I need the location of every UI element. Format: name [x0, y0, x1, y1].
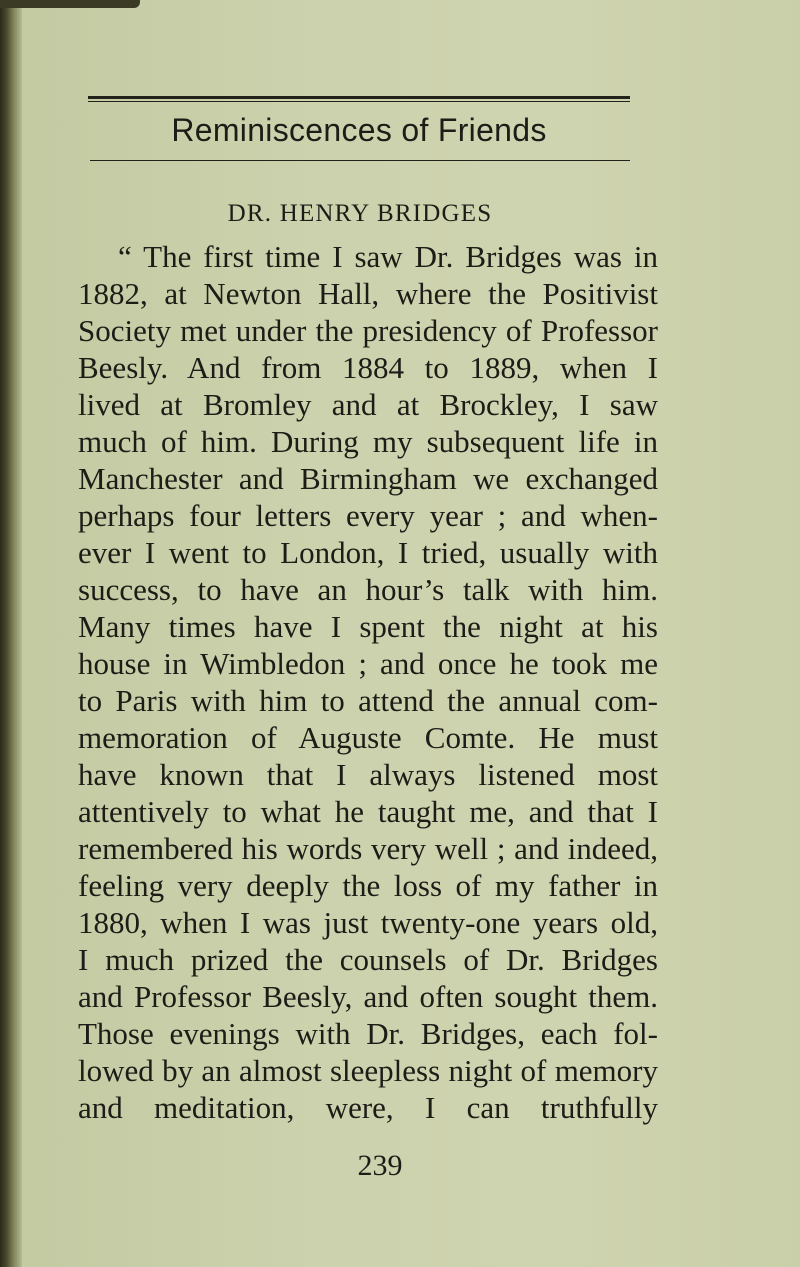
text-line: much of him. During my subsequent life in — [78, 424, 658, 459]
text-line: perhaps four letters every year ; and when- — [78, 498, 658, 533]
text-line: 1882, at Newton Hall, where the Positivist — [78, 276, 658, 311]
text-line: have known that I always listened most — [78, 757, 658, 792]
text-line: ever I went to London, I tried, usually with — [78, 535, 658, 570]
text-line: Those evenings with Dr. Bridges, each fol- — [78, 1016, 658, 1051]
chapter-title: DR. HENRY BRIDGES — [227, 200, 493, 227]
text-line: to Paris with him to attend the annual com- — [78, 683, 658, 718]
text-line: 1880, when I was just twenty-one years old, — [78, 905, 658, 940]
running-head: Reminiscences of Friends — [171, 112, 547, 148]
page-binding-edge — [0, 0, 22, 1267]
text-line: Manchester and Birmingham we exchanged — [78, 461, 658, 496]
text-line: lived at Bromley and at Brockley, I saw — [78, 387, 658, 422]
text-line: Many times have I spent the night at his — [78, 609, 658, 644]
header-rule-thick — [88, 96, 630, 99]
text-line: and meditation, were, I can truthfully — [78, 1090, 658, 1125]
body-text — [78, 238, 658, 1126]
text-line: “ The first time I saw Dr. Bridges was in — [118, 239, 658, 274]
page-number: 239 — [357, 1149, 403, 1182]
text-line: I much prized the counsels of Dr. Bridges — [78, 942, 658, 977]
text-line: and Professor Beesly, and often sought them. — [78, 979, 658, 1014]
text-line: remembered his words very well ; and indeed, — [78, 831, 658, 866]
header-rule-thin — [88, 101, 630, 102]
text-line: lowed by an almost sleepless night of memory — [78, 1053, 658, 1088]
text-line: Society met under the presidency of Professor — [78, 313, 658, 348]
text-line: memoration of Auguste Comte. He must — [78, 720, 658, 755]
header-rule-bottom — [90, 160, 630, 161]
text-line: feeling very deeply the loss of my father in — [78, 868, 658, 903]
text-line: success, to have an hour’s talk with him. — [78, 572, 658, 607]
text-line: Beesly. And from 1884 to 1889, when I — [78, 350, 658, 385]
text-line: house in Wimbledon ; and once he took me — [78, 646, 658, 681]
page-corner-shadow — [0, 0, 140, 8]
text-line: attentively to what he taught me, and that I — [78, 794, 658, 829]
